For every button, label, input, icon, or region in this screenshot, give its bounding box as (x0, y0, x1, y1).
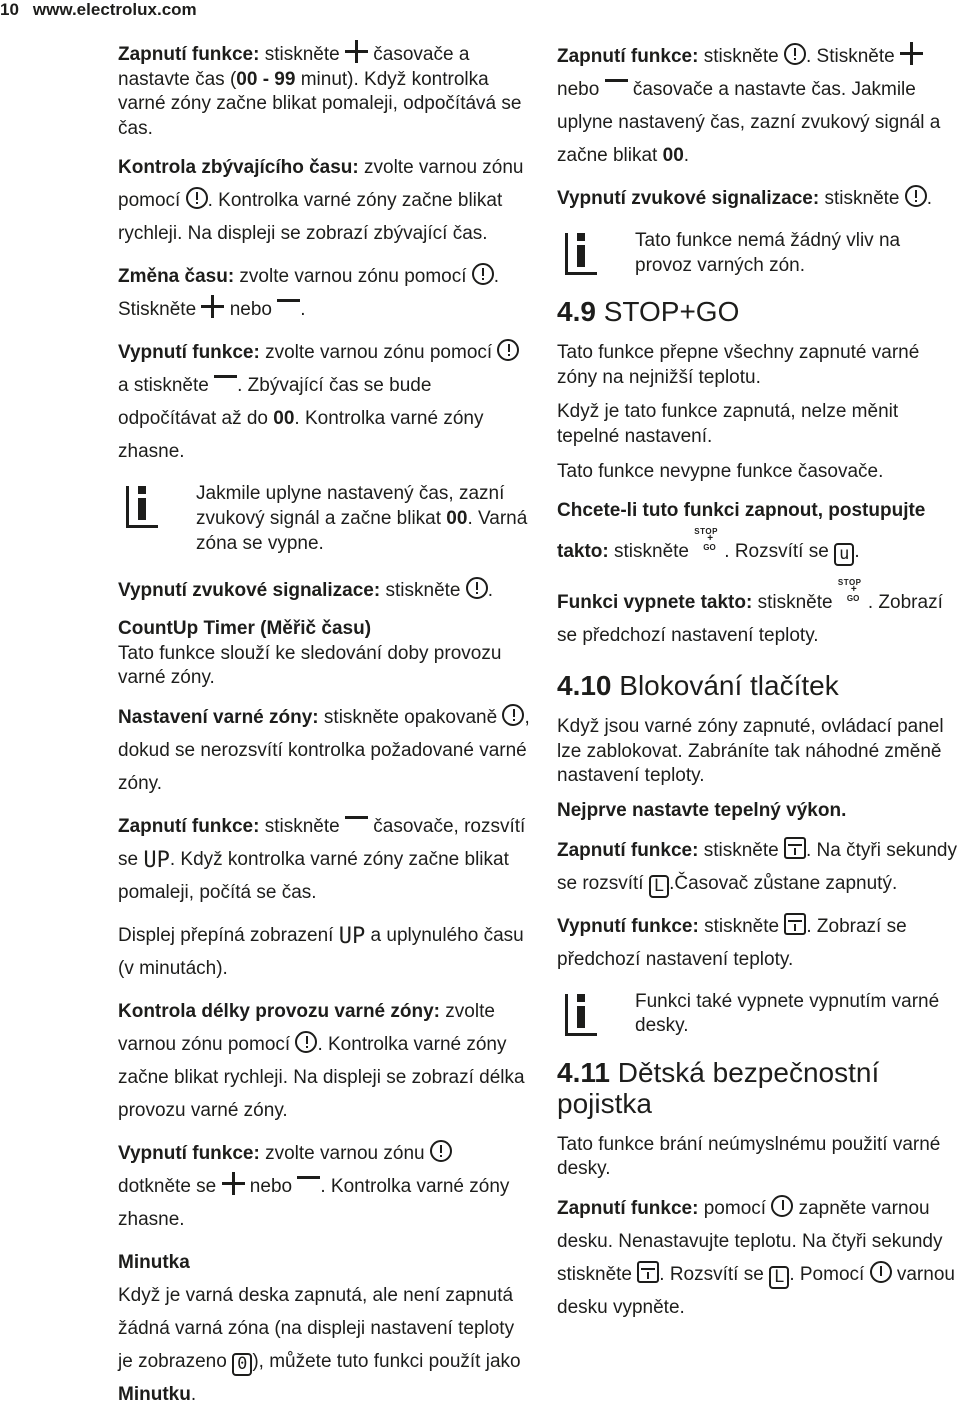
power-icon (870, 1261, 892, 1283)
minus-icon (605, 75, 628, 98)
page-number: 10 (0, 0, 19, 19)
timer-icon (497, 339, 519, 361)
key-lock-desc-2: Nejprve nastavte tepelný výkon. (557, 799, 847, 821)
minutka-paragraph: Minutka Když je varná deska zapnutá, ale není zapnutá žádná varná zóna (na displeji nastavení teploty je zobrazeno 0 ), můžete tuto funkci použít jako Minutku. (118, 1251, 521, 1405)
lock-icon (784, 913, 806, 935)
l-display-glyph: L (769, 1266, 789, 1289)
plus-icon (900, 42, 923, 65)
timer-icon (905, 185, 927, 207)
lock-icon (784, 837, 806, 859)
timer-icon (784, 43, 806, 65)
section-heading-stop-go: 4.9 STOP+GO (557, 296, 740, 328)
right-column (557, 40, 957, 1334)
stop-go-on-paragraph: Chcete-li tuto funkci zapnout, postupujte takto: stiskněte STOP + GO . Rozsvítí se u . (557, 500, 926, 565)
plus-icon (222, 1172, 245, 1195)
minute-minder-on-paragraph: Zapnutí funkce: stiskněte . Stiskněte nebo časovače a nastavte čas. Jakmile uplyne nastavený čas, zazní zvukový signál a začne blikat 00. (557, 40, 957, 172)
stop-go-icon: STOP + GO (837, 578, 862, 604)
u-display-glyph: u (834, 543, 854, 566)
timer-icon (502, 704, 524, 726)
display-toggle-paragraph: Displej přepíná zobrazení UP a uplynulého času (v minutách). (118, 923, 524, 979)
power-icon (771, 1195, 793, 1217)
up-display-glyph: UP (338, 923, 366, 949)
left-column (118, 40, 530, 1421)
key-lock-on-paragraph: Zapnutí funkce: stiskněte . Na čtyři sekundy se rozsvítí L .Časovač zůstane zapnutý. (557, 834, 957, 900)
child-lock-desc: Tato funkce brání neúmyslnému použití varné desky. (557, 1133, 941, 1180)
section-heading-child-lock: 4.11 Dětská bezpečnostní pojistka (557, 1056, 880, 1119)
child-lock-on-paragraph: Zapnutí funkce: pomocí zapněte varnou desku. Nenastavujte teplotu. Na čtyři sekundy stiskněte . Rozsvítí se L . Pomocí varnou desku vypněte. (557, 1192, 957, 1324)
stop-go-desc-2: Když je tato funkce zapnutá, nelze měnit tepelné nastavení. (557, 401, 899, 447)
minus-icon (214, 371, 237, 394)
info-box: Funkci také vypnete vypnutím varné desky. (557, 990, 957, 1039)
timer-icon (466, 577, 488, 599)
minus-icon (345, 812, 368, 835)
stop-go-desc-3: Tato funkce nevypne funkce časovače. (557, 460, 884, 482)
info-icon (565, 994, 593, 1036)
info-box: Tato funkce nemá žádný vliv na provoz varných zón. (557, 229, 957, 278)
key-lock-off-paragraph: Vypnutí funkce: stiskněte . Zobrazí se předchozí nastavení teploty. (557, 910, 957, 976)
countup-off-paragraph: Vypnutí funkce: zvolte varnou zónu dotkněte se nebo . Kontrolka varné zóny zhasne. (118, 1137, 530, 1236)
duration-check-paragraph: Kontrola délky provozu varné zóny: zvolte varnou zónu pomocí . Kontrolka varné zóny začne blikat rychleji. Na displeji se zobrazí délka provozu varné zóny. (118, 1000, 525, 1121)
sound-off-paragraph: Vypnutí zvukové signalizace: stiskněte . (118, 574, 530, 607)
plus-icon (201, 295, 224, 318)
minus-icon (277, 295, 300, 318)
timer-icon (472, 263, 494, 285)
minute-minder-sound-paragraph: Vypnutí zvukové signalizace: stiskněte . (557, 182, 957, 215)
zero-display-glyph: 0 (232, 1353, 252, 1376)
info-icon (126, 486, 154, 528)
countup-set-paragraph: Nastavení varné zóny: stiskněte opakovaně , dokud se nerozsvítí kontrolka požadované varné zóny. (118, 701, 530, 800)
countup-on-paragraph: Zapnutí funkce: stiskněte časovače, rozsvítí se UP. Když kontrolka varné zóny začne blikat pomaleji, počítá se čas. (118, 810, 530, 909)
countup-paragraph: CountUp Timer (Měřič času) Tato funkce slouží ke sledování doby provozu varné zóny. (118, 618, 502, 689)
info-box: Jakmile uplyne nastavený čas, zazní zvukový signál a začne blikat 00. Varná zóna se vypne. (118, 482, 530, 556)
up-display-glyph: UP (143, 847, 170, 873)
timer-change-paragraph: Změna času: zvolte varnou zónu pomocí . Stiskněte nebo . (118, 260, 530, 326)
section-heading-key-lock: 4.10 Blokování tlačítek (557, 670, 839, 702)
minus-icon (297, 1172, 320, 1195)
timer-icon (430, 1140, 452, 1162)
plus-icon (345, 40, 368, 63)
timer-icon (295, 1031, 317, 1053)
stop-go-off-paragraph: Funkci vypnete takto: stiskněte STOP + GO . Zobrazí se předchozí nastavení teploty. (557, 578, 943, 647)
info-icon (565, 233, 593, 275)
stop-go-desc-1: Tato funkce přepne všechny zapnuté varné zóny na nejnižší teplotu. (557, 342, 920, 388)
header-url: www.electrolux.com (32, 0, 197, 19)
key-lock-desc-1: Když jsou varné zóny zapnuté, ovládací panel lze zablokovat. Zabráníte tak náhodné změně nastavení teploty. (557, 716, 944, 787)
stop-go-icon: STOP + GO (694, 527, 718, 553)
lock-icon (637, 1261, 659, 1283)
page-header (0, 0, 197, 20)
timer-off-paragraph: Vypnutí funkce: zvolte varnou zónu pomocí a stiskněte . Zbývající čas se bude odpočítávat až do 00. Kontrolka varné zóny zhasne. (118, 336, 530, 468)
timer-on-paragraph: Zapnutí funkce: stiskněte časovače a nastavte čas (00 - 99 minut). Když kontrolka varné zóny začne blikat pomaleji, odpočítává se čas. (118, 40, 530, 141)
timer-icon (186, 187, 208, 209)
l-display-glyph: L (649, 875, 669, 898)
timer-check-paragraph: Kontrola zbývajícího času: zvolte varnou zónu pomocí . Kontrolka varné zóny začne blikat rychleji. Na displeji se zobrazí zbývající čas. (118, 157, 524, 245)
